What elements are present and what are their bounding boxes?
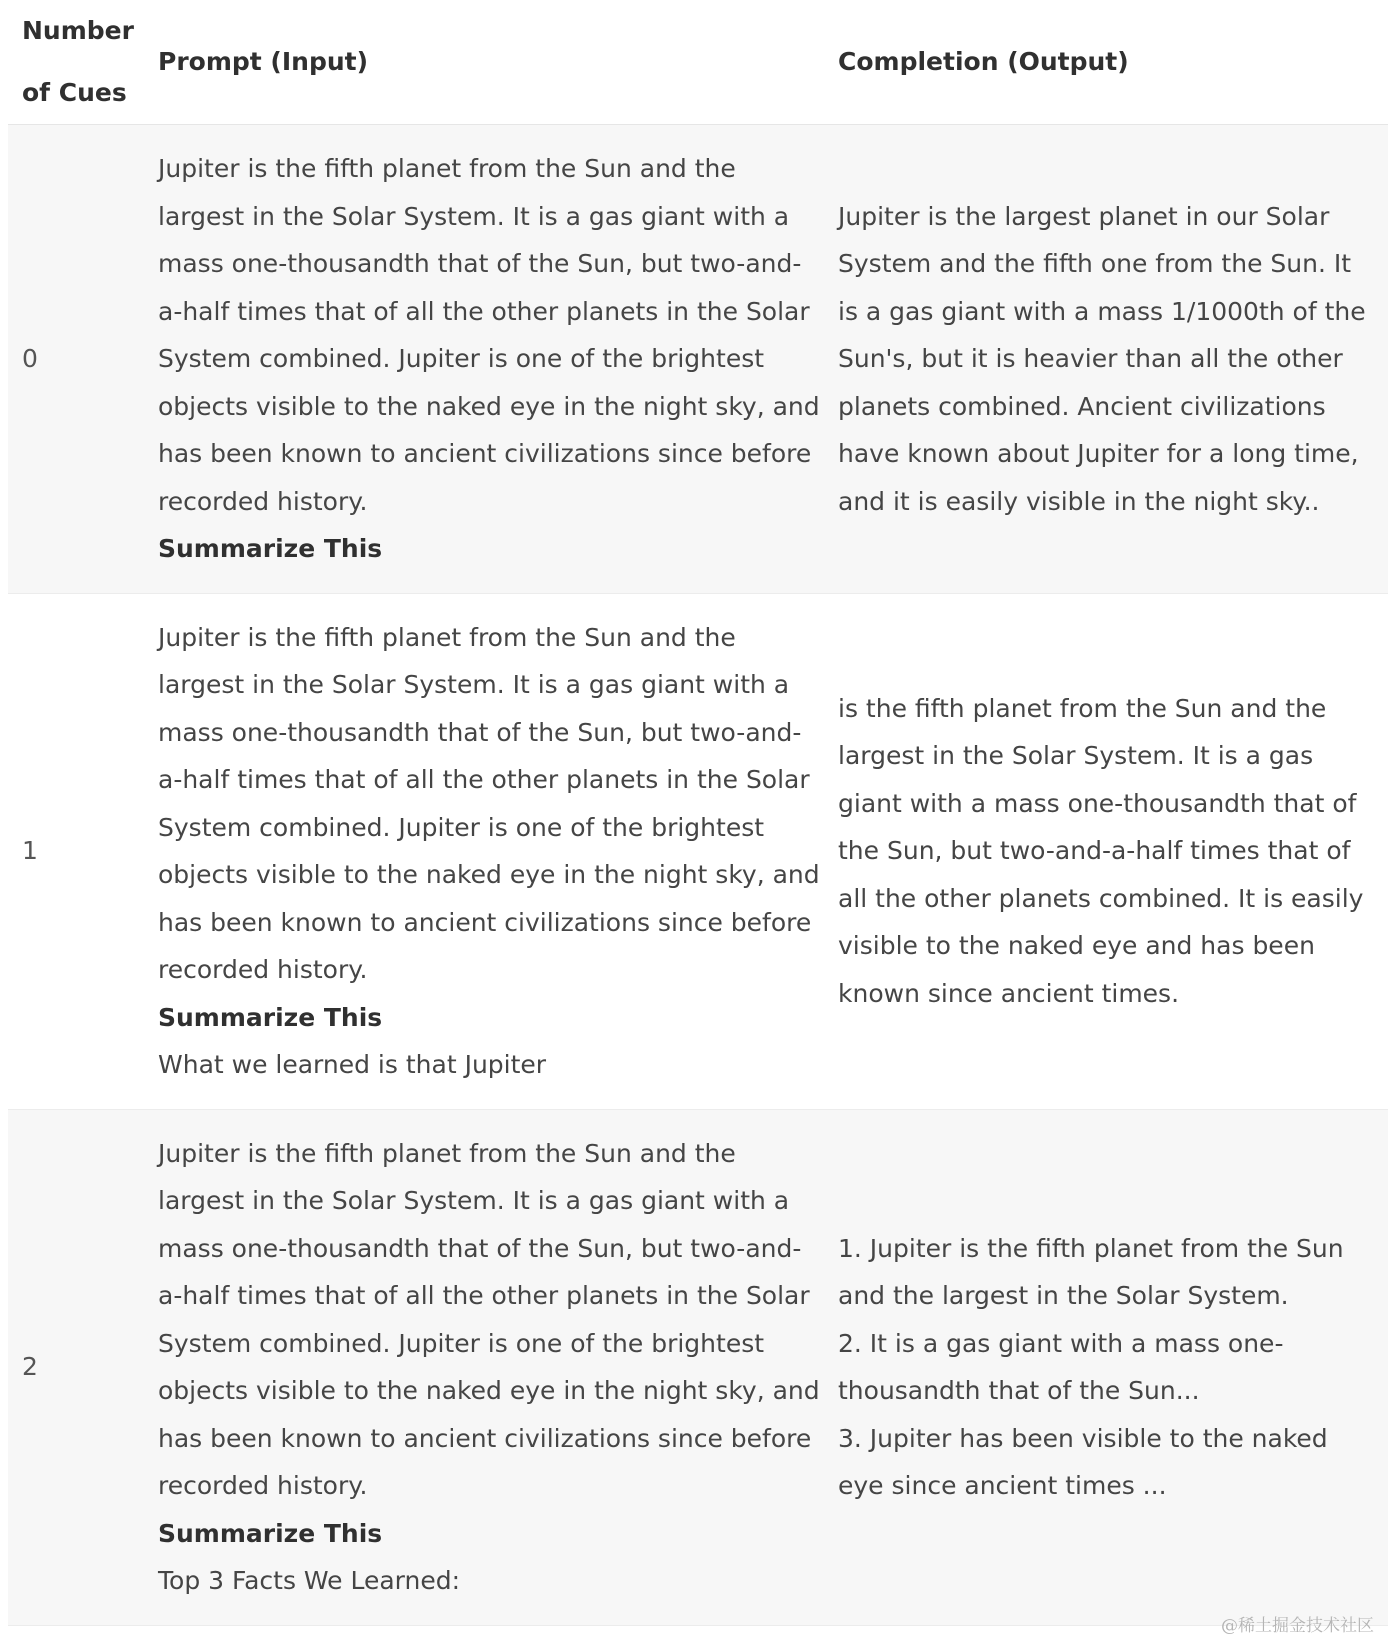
prompt-cue: Summarize This [158, 534, 383, 563]
header-number-of-cues: Number of Cues [8, 0, 158, 125]
prompt-text: Jupiter is the fifth planet from the Sun and the largest in the Solar System. It is a gas giant with a mass one-thousandth that of the Sun, but two-and-a-half times that of all the other planets in the Solar System combined. Jupiter is one of the brightest objects visible to the naked eye in the night sky, and has been known to ancient civilizations since before recorded history. [158, 154, 820, 516]
completion-list-item: 2. It is a gas giant with a mass one-thousandth that of the Sun... [838, 1328, 1284, 1405]
prompt-extra-cue: Top 3 Facts We Learned: [158, 1566, 461, 1595]
cue-count-cell: 0 [8, 125, 158, 594]
cue-count-cell: 2 [8, 1109, 158, 1625]
completion-cell: Jupiter is the largest planet in our Solar System and the fifth one from the Sun. It is a gas giant with a mass 1/1000th of the Sun's, but it is heavier than all the other planets combined. Ancient civilizations have known about Jupiter for a long time, and it is easily visible in the night sky.. [838, 125, 1388, 594]
prompt-cue: Summarize This [158, 1002, 383, 1032]
watermark: @稀土掘金技术社区 [1221, 1616, 1374, 1636]
table-row [8, 593, 1388, 1109]
completion-list-item: 3. Jupiter has been visible to the naked eye since ancient times ... [838, 1423, 1328, 1500]
completion-cell [838, 1109, 1388, 1625]
completion-list-item: 1. Jupiter is the fifth planet from the Sun and the largest in the Solar System. [838, 1233, 1344, 1310]
prompt-cell [158, 593, 838, 1109]
prompt-cell [158, 125, 838, 594]
prompt-text: Jupiter is the fifth planet from the Sun and the largest in the Solar System. It is a gas giant with a mass one-thousandth that of the Sun, but two-and-a-half times that of all the other planets in the Solar System combined. Jupiter is one of the brightest objects visible to the naked eye in the night sky, and has been known to ancient civilizations since before recorded history. [158, 622, 820, 984]
header-prompt-input: Prompt (Input) [158, 0, 838, 125]
prompt-text: Jupiter is the fifth planet from the Sun and the largest in the Solar System. It is a gas giant with a mass one-thousandth that of the Sun, but two-and-a-half times that of all the other planets in the Solar System combined. Jupiter is one of the brightest objects visible to the naked eye in the night sky, and has been known to ancient civilizations since before recorded history. [158, 1138, 820, 1500]
table-header-row [8, 0, 1388, 125]
prompt-cue: Summarize This [158, 1518, 383, 1548]
cues-comparison-table [8, 0, 1388, 1626]
cue-count-cell: 1 [8, 593, 158, 1109]
header-completion-output: Completion (Output) [838, 0, 1388, 125]
prompt-extra-cue: What we learned is that Jupiter [158, 1050, 547, 1079]
table-row [8, 1109, 1388, 1625]
completion-cell: is the fifth planet from the Sun and the largest in the Solar System. It is a gas giant with a mass one-thousandth that of the Sun, but two-and-a-half times that of all the other planets combined. It is easily visible to the naked eye and has been known since ancient times. [838, 593, 1388, 1109]
prompt-cell [158, 1109, 838, 1625]
table-row [8, 125, 1388, 594]
